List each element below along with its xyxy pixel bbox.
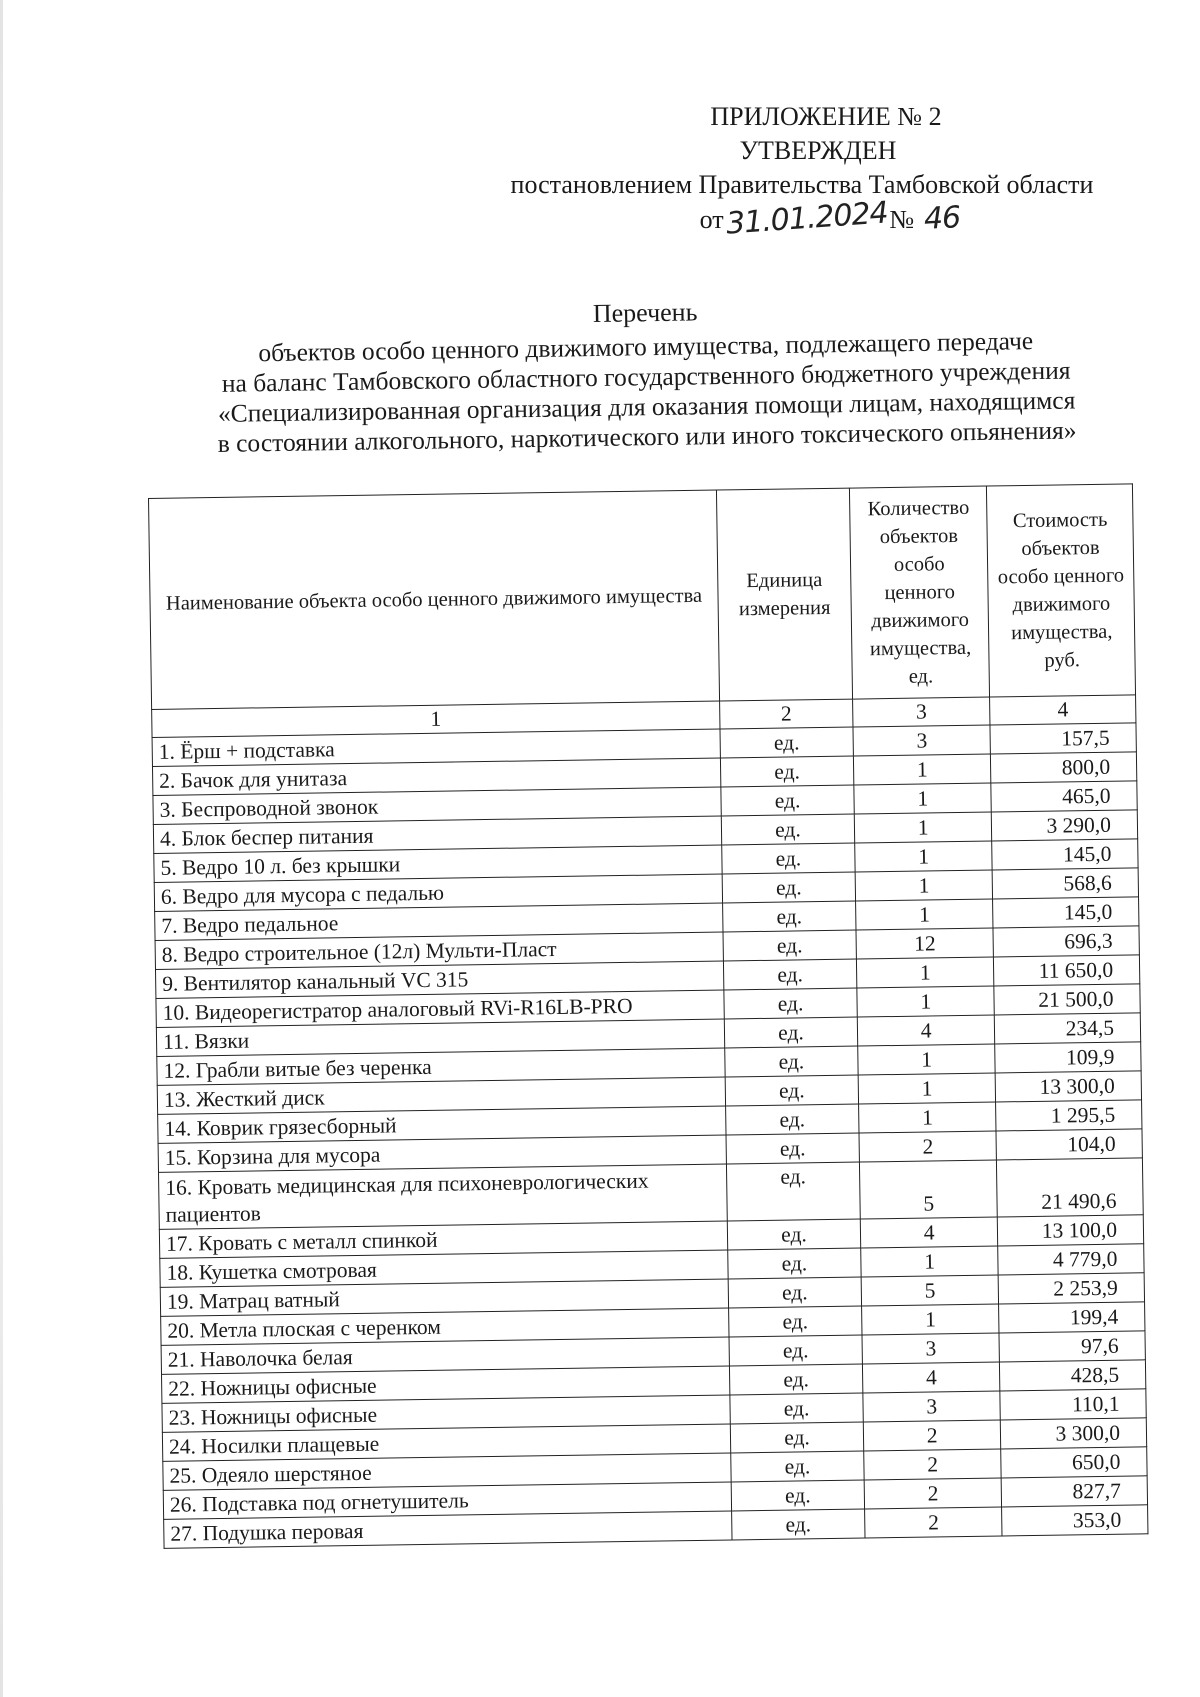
item-name: 19. Матрац ватный bbox=[160, 1279, 728, 1316]
item-unit: ед. bbox=[724, 988, 858, 1019]
column-number: 3 bbox=[853, 697, 991, 727]
item-cost: 3 290,0 bbox=[992, 810, 1138, 841]
column-number: 1 bbox=[152, 701, 720, 737]
item-cost: 145,0 bbox=[992, 839, 1138, 870]
item-unit: ед. bbox=[723, 959, 857, 990]
item-name: 4. Блок беспер питания bbox=[153, 816, 721, 853]
item-unit: ед. bbox=[723, 930, 857, 961]
item-name: 15. Корзина для мусора bbox=[158, 1135, 726, 1172]
item-quantity: 1 bbox=[856, 899, 994, 930]
handwritten-number: 46 bbox=[923, 200, 962, 237]
item-name: 24. Носилки плащевые bbox=[162, 1424, 730, 1461]
item-name: 26. Подставка под огнетушитель bbox=[163, 1482, 731, 1519]
item-quantity: 4 bbox=[862, 1362, 1000, 1393]
item-cost: 800,0 bbox=[991, 752, 1137, 783]
item-name: 27. Подушка перовая bbox=[164, 1511, 732, 1548]
item-cost: 568,6 bbox=[992, 868, 1138, 899]
item-name: 17. Кровать с металл спинкой bbox=[159, 1221, 727, 1258]
item-name: 12. Грабли витые без черенка bbox=[157, 1048, 725, 1085]
item-quantity: 2 bbox=[863, 1420, 1001, 1451]
title-line: на баланс Тамбовского областного государственного бюджетного учреждения bbox=[221, 355, 1071, 398]
item-cost: 234,5 bbox=[995, 1013, 1141, 1044]
item-unit: ед. bbox=[720, 756, 854, 787]
item-unit: ед. bbox=[726, 1133, 860, 1164]
item-quantity: 12 bbox=[856, 928, 994, 959]
item-cost: 650,0 bbox=[1001, 1447, 1147, 1478]
item-quantity: 1 bbox=[853, 754, 991, 785]
item-unit: ед. bbox=[732, 1509, 866, 1540]
decree-line: постановлением Правительства Тамбовской области bbox=[510, 170, 1094, 199]
item-quantity: 2 bbox=[864, 1478, 1002, 1509]
item-cost: 4 779,0 bbox=[998, 1244, 1144, 1275]
item-quantity: 4 bbox=[857, 1015, 995, 1046]
item-name: 13. Жесткий диск bbox=[157, 1077, 725, 1114]
item-cost: 109,9 bbox=[995, 1042, 1141, 1073]
title-line: в состоянии алкогольного, наркотического или иного токсического опьянения» bbox=[217, 415, 1077, 458]
item-name: 1. Ёрш + подставка bbox=[152, 729, 720, 766]
item-quantity: 5 bbox=[859, 1160, 997, 1219]
item-quantity: 1 bbox=[858, 1073, 996, 1104]
title-line: Перечень bbox=[592, 297, 698, 329]
item-unit: ед. bbox=[722, 843, 856, 874]
item-name: 18. Кушетка смотровая bbox=[160, 1250, 728, 1287]
item-name: 7. Ведро педальное bbox=[155, 903, 723, 940]
item-cost: 353,0 bbox=[1002, 1505, 1148, 1536]
item-unit: ед. bbox=[730, 1393, 864, 1424]
item-name: 25. Одеяло шерстяное bbox=[163, 1453, 731, 1490]
column-number: 2 bbox=[719, 699, 853, 729]
item-unit: ед. bbox=[731, 1451, 865, 1482]
item-cost: 13 100,0 bbox=[998, 1215, 1144, 1246]
item-unit: ед. bbox=[725, 1046, 859, 1077]
date-prefix: от bbox=[699, 205, 724, 234]
item-quantity: 1 bbox=[854, 812, 992, 843]
item-unit: ед. bbox=[721, 785, 855, 816]
item-unit: ед. bbox=[724, 1017, 858, 1048]
item-unit: ед. bbox=[727, 1219, 861, 1250]
item-quantity: 1 bbox=[854, 783, 992, 814]
item-quantity: 1 bbox=[862, 1304, 1000, 1335]
item-cost: 11 650,0 bbox=[994, 955, 1140, 986]
item-cost: 104,0 bbox=[996, 1129, 1142, 1160]
item-name: 8. Ведро строительное (12л) Мульти-Пласт bbox=[155, 932, 723, 969]
item-cost: 21 500,0 bbox=[994, 984, 1140, 1015]
item-unit: ед. bbox=[726, 1162, 860, 1221]
number-prefix: № bbox=[889, 205, 915, 234]
item-unit: ед. bbox=[722, 872, 856, 903]
item-name: 9. Вентилятор канальный VC 315 bbox=[155, 961, 723, 998]
header-quantity: Количество объектов особо ценного движимого имущества, ед. bbox=[849, 486, 989, 699]
item-quantity: 5 bbox=[861, 1275, 999, 1306]
handwritten-date: 31.01.2024 bbox=[724, 195, 889, 242]
property-table-wrap bbox=[148, 483, 1148, 1548]
item-name: 23. Ножницы офисные bbox=[162, 1395, 730, 1432]
scan-edge bbox=[0, 0, 3, 1697]
property-table bbox=[148, 483, 1148, 1548]
item-name: 11. Вязки bbox=[156, 1019, 724, 1056]
item-name: 2. Бачок для унитаза bbox=[152, 758, 720, 795]
header-row bbox=[149, 484, 1136, 710]
header-unit: Единица измерения bbox=[716, 488, 852, 701]
item-name: 16. Кровать медицинская для психоневрологических пациентов bbox=[159, 1164, 728, 1229]
title-line: «Специализированная организация для оказания помощи лицам, находящимся bbox=[217, 385, 1076, 428]
item-cost: 199,4 bbox=[999, 1302, 1145, 1333]
item-cost: 145,0 bbox=[993, 897, 1139, 928]
item-name: 20. Метла плоская с черенком bbox=[161, 1308, 729, 1345]
item-name: 5. Ведро 10 л. без крышки bbox=[154, 845, 722, 882]
title-line: объектов особо ценного движимого имущества, подлежащего передаче bbox=[258, 326, 1034, 368]
item-cost: 827,7 bbox=[1001, 1476, 1147, 1507]
item-unit: ед. bbox=[729, 1306, 863, 1337]
item-quantity: 1 bbox=[855, 841, 993, 872]
item-cost: 110,1 bbox=[1000, 1389, 1146, 1420]
item-cost: 13 300,0 bbox=[995, 1071, 1141, 1102]
column-number: 4 bbox=[990, 695, 1136, 725]
item-unit: ед. bbox=[730, 1422, 864, 1453]
approved-label: УТВЕРЖДЕН bbox=[739, 136, 897, 165]
item-unit: ед. bbox=[728, 1248, 862, 1279]
item-quantity: 3 bbox=[853, 725, 991, 756]
item-name: 10. Видеорегистратор аналоговый RVi-R16LB-PRO bbox=[156, 990, 724, 1027]
decree-date-line bbox=[510, 195, 1150, 242]
header-cost: Стоимость объектов особо ценного движимого имущества, руб. bbox=[987, 484, 1136, 697]
item-name: 22. Ножницы офисные bbox=[162, 1366, 730, 1403]
item-quantity: 1 bbox=[861, 1246, 999, 1277]
table-body bbox=[152, 723, 1148, 1549]
item-cost: 3 300,0 bbox=[1001, 1418, 1147, 1449]
approval-block bbox=[470, 100, 1150, 242]
item-unit: ед. bbox=[720, 727, 854, 758]
item-name: 21. Наволочка белая bbox=[161, 1337, 729, 1374]
item-cost: 21 490,6 bbox=[997, 1158, 1143, 1217]
item-unit: ед. bbox=[726, 1104, 860, 1135]
item-cost: 157,5 bbox=[990, 723, 1136, 754]
item-quantity: 1 bbox=[856, 957, 994, 988]
item-name: 6. Ведро для мусора с педалью bbox=[154, 874, 722, 911]
item-name: 3. Беспроводной звонок bbox=[153, 787, 721, 824]
header-name: Наименование объекта особо ценного движимого имущества bbox=[149, 490, 720, 709]
item-cost: 465,0 bbox=[991, 781, 1137, 812]
item-quantity: 3 bbox=[862, 1333, 1000, 1364]
item-unit: ед. bbox=[728, 1277, 862, 1308]
item-unit: ед. bbox=[731, 1480, 865, 1511]
item-quantity: 1 bbox=[858, 1044, 996, 1075]
item-unit: ед. bbox=[721, 814, 855, 845]
item-quantity: 3 bbox=[863, 1391, 1001, 1422]
item-cost: 2 253,9 bbox=[998, 1273, 1144, 1304]
item-unit: ед. bbox=[729, 1335, 863, 1366]
item-name: 14. Коврик грязесборный bbox=[158, 1106, 726, 1143]
document-title bbox=[150, 290, 1142, 460]
appendix-label: ПРИЛОЖЕНИЕ № 2 bbox=[710, 102, 942, 131]
item-quantity: 1 bbox=[855, 870, 993, 901]
item-quantity: 2 bbox=[865, 1507, 1003, 1538]
item-unit: ед. bbox=[722, 901, 856, 932]
item-unit: ед. bbox=[729, 1364, 863, 1395]
item-quantity: 2 bbox=[864, 1449, 1002, 1480]
item-quantity: 1 bbox=[859, 1102, 997, 1133]
item-cost: 696,3 bbox=[993, 926, 1139, 957]
item-unit: ед. bbox=[725, 1075, 859, 1106]
item-quantity: 2 bbox=[859, 1131, 997, 1162]
item-quantity: 4 bbox=[860, 1217, 998, 1248]
item-cost: 1 295,5 bbox=[996, 1100, 1142, 1131]
item-cost: 97,6 bbox=[999, 1331, 1145, 1362]
item-quantity: 1 bbox=[857, 986, 995, 1017]
item-cost: 428,5 bbox=[1000, 1360, 1146, 1391]
